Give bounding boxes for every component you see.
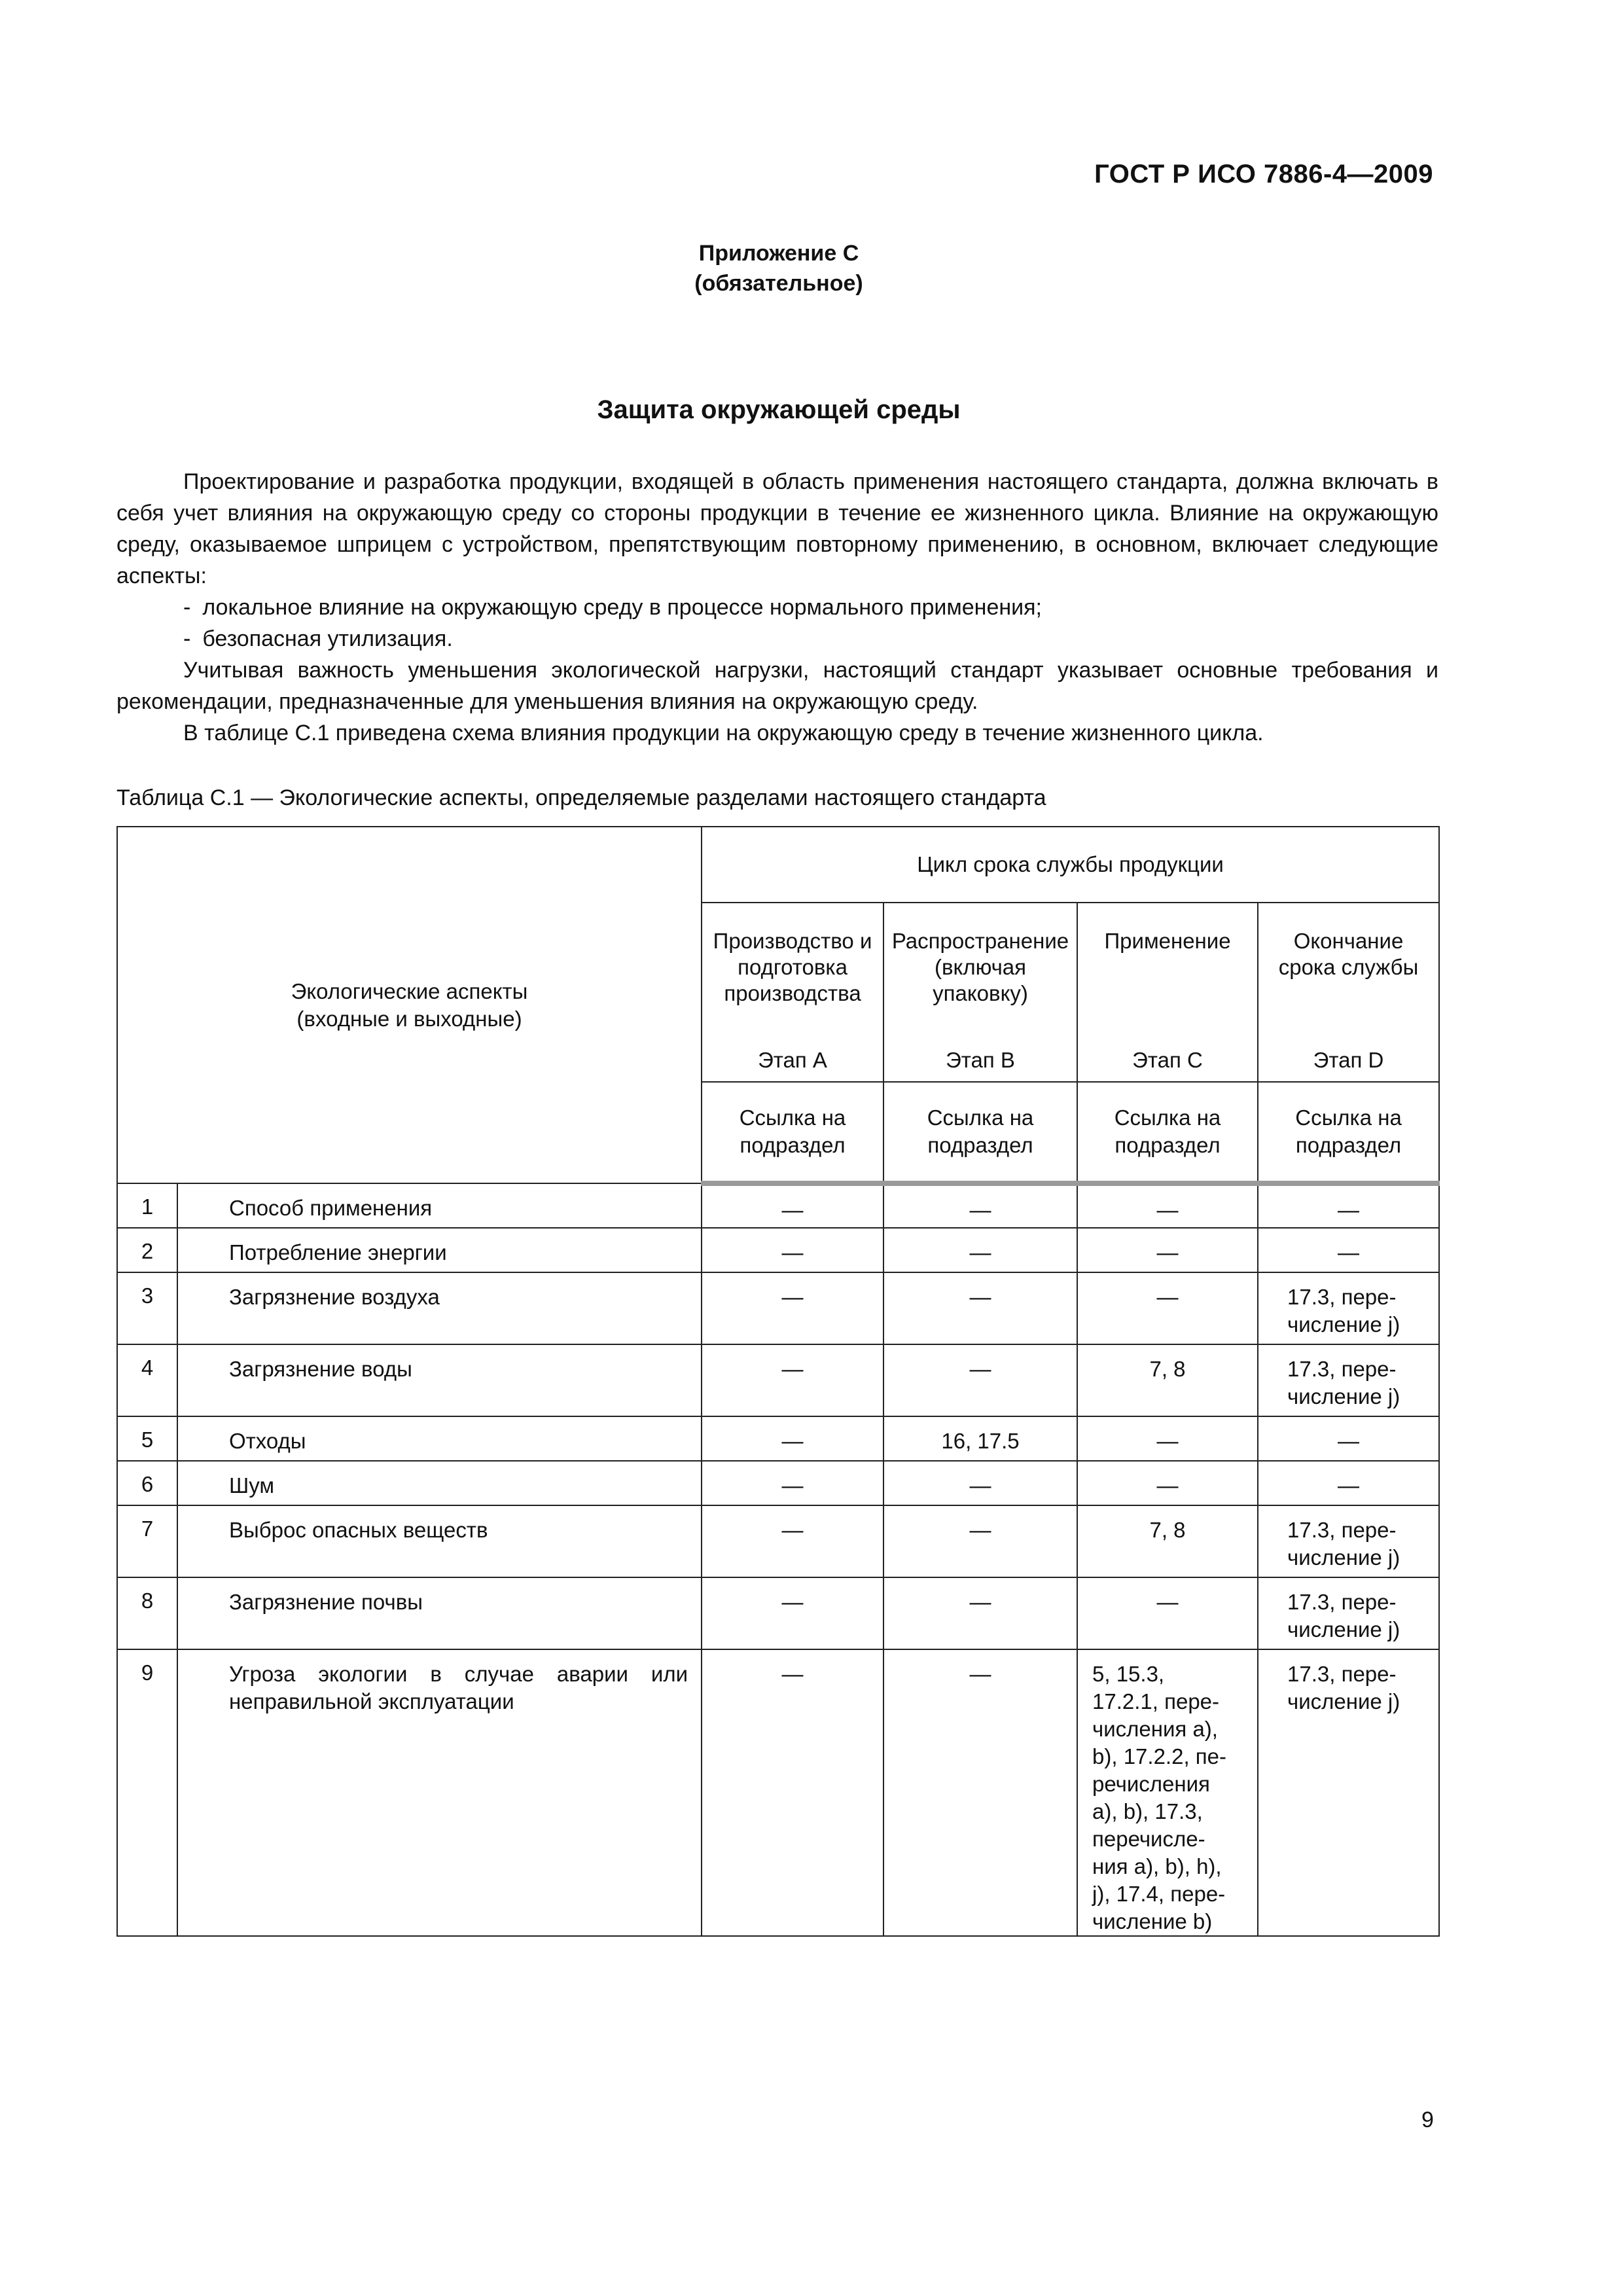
stage-c-cell: 7, 8: [1077, 1344, 1258, 1416]
aspect-cell: Загрязнение воды: [177, 1344, 702, 1416]
header-aspects-line: Экологические аспекты: [291, 978, 528, 1003]
reference-header-line: подраздел: [1115, 1133, 1221, 1157]
stage-c-cell: —: [1077, 1416, 1258, 1461]
stage-name: [702, 928, 883, 1007]
stage-header: [1258, 903, 1439, 1082]
stage-b-cell: —: [883, 1228, 1077, 1272]
stage-c-cell: —: [1077, 1577, 1258, 1649]
environmental-aspects-table: [116, 826, 1440, 1937]
stage-letter: Этап С: [1132, 1048, 1203, 1072]
body-text: [116, 466, 1438, 749]
table-row: [117, 1272, 1439, 1344]
row-number-cell: 9: [117, 1649, 177, 1936]
reference-header: [702, 1082, 883, 1183]
table-row: [117, 1344, 1439, 1416]
stage-c-cell: —: [1077, 1461, 1258, 1505]
aspect-cell: Угроза экологии в случае аварии или неправильной эксплуатации: [177, 1649, 702, 1936]
table-row: [117, 1228, 1439, 1272]
stage-a-cell: —: [702, 1272, 883, 1344]
row-number-cell: 6: [117, 1461, 177, 1505]
stage-d-cell: 17.3, пере- числение j): [1258, 1505, 1439, 1577]
stage-name-line: срока службы: [1278, 955, 1419, 979]
stage-name-line: Производство и: [713, 929, 872, 953]
stage-d-cell: —: [1258, 1461, 1439, 1505]
stage-d-cell: 17.3, пере- числение j): [1258, 1649, 1439, 1936]
reference-header: [1077, 1082, 1258, 1183]
paragraph: Проектирование и разработка продукции, входящей в область применения настоящего стандарта, должна включать в себя учет влияния на окружающую среду со стороны продукции в течение ее жизненного цикла. Влияние на окружающую среду, оказываемое шприцем с устройством, препятствующим повторному применению, в основном, включает следующие аспекты:: [116, 469, 1438, 588]
stage-header: [702, 903, 883, 1082]
aspect-cell: Выброс опасных веществ: [177, 1505, 702, 1577]
stage-d-cell: —: [1258, 1228, 1439, 1272]
stage-a-cell: —: [702, 1228, 883, 1272]
stage-b-cell: —: [883, 1505, 1077, 1577]
table-row: [117, 1649, 1439, 1936]
stage-c-cell: 7, 8: [1077, 1505, 1258, 1577]
stage-name-line: производства: [724, 981, 861, 1005]
header-row: [117, 827, 1439, 903]
stage-b-cell: —: [883, 1344, 1077, 1416]
reference-header-line: подраздел: [740, 1133, 846, 1157]
section-title: Защита окружающей среды: [597, 395, 961, 424]
stage-b-cell: —: [883, 1272, 1077, 1344]
stage-b-cell: —: [883, 1183, 1077, 1228]
reference-header-line: Ссылка на: [1114, 1105, 1221, 1130]
stage-c-cell: —: [1077, 1272, 1258, 1344]
stage-name-line: (включая: [935, 955, 1027, 979]
table-row: [117, 1505, 1439, 1577]
stage-b-cell: —: [883, 1577, 1077, 1649]
aspect-cell: Способ применения: [177, 1183, 702, 1228]
stage-name-line: Окончание: [1293, 929, 1404, 953]
document-code: ГОСТ Р ИСО 7886-4—2009: [1094, 160, 1433, 188]
page-number: 9: [1421, 2108, 1434, 2132]
bullet-mark: -: [183, 595, 191, 620]
row-number-cell: 5: [117, 1416, 177, 1461]
stage-d-cell: 17.3, пере- числение j): [1258, 1272, 1439, 1344]
stage-header: [1077, 903, 1258, 1082]
table-row: [117, 1461, 1439, 1505]
stage-name-line: упаковку): [933, 981, 1028, 1005]
annex-status: (обязательное): [694, 271, 863, 296]
row-number-cell: 4: [117, 1344, 177, 1416]
stage-a-cell: —: [702, 1461, 883, 1505]
paragraph: Учитывая важность уменьшения экологической нагрузки, настоящий стандарт указывает основные требования и рекомендации, предназначенные для уменьшения влияния на окружающую среду.: [116, 658, 1438, 714]
stage-a-cell: —: [702, 1344, 883, 1416]
reference-header-line: Ссылка на: [927, 1105, 1034, 1130]
stage-b-cell: —: [883, 1461, 1077, 1505]
stage-c-cell: —: [1077, 1183, 1258, 1228]
stage-name-line: Применение: [1104, 929, 1231, 953]
bullet-mark: -: [183, 626, 191, 651]
bullet-item: [116, 592, 1438, 623]
stage-b-cell: 16, 17.5: [883, 1416, 1077, 1461]
bullet-item: [116, 623, 1438, 655]
stage-b-cell: —: [883, 1649, 1077, 1936]
stage-a-cell: —: [702, 1649, 883, 1936]
stage-c-cell: 5, 15.3, 17.2.1, пере- числения а), b), 17.2.2, пе- речисления a), b), 17.3, перечисле- ния а), b), h), j), 17.4, пере- числение b): [1077, 1649, 1258, 1936]
aspect-cell: Шум: [177, 1461, 702, 1505]
row-number-cell: 3: [117, 1272, 177, 1344]
aspect-cell: Загрязнение почвы: [177, 1577, 702, 1649]
reference-header-line: Ссылка на: [1295, 1105, 1402, 1130]
aspect-cell: Потребление энергии: [177, 1228, 702, 1272]
table-row: [117, 1577, 1439, 1649]
reference-header-line: подраздел: [927, 1133, 1033, 1157]
annex-title: Приложение С: [698, 241, 859, 266]
reference-header-line: подраздел: [1295, 1133, 1402, 1157]
stage-letter: Этап D: [1313, 1048, 1384, 1072]
header-lifecycle: Цикл срока службы продукции: [702, 827, 1439, 903]
stage-letter: Этап В: [946, 1048, 1015, 1072]
row-number-cell: 8: [117, 1577, 177, 1649]
row-number-cell: 2: [117, 1228, 177, 1272]
stage-a-cell: —: [702, 1505, 883, 1577]
stage-d-cell: —: [1258, 1183, 1439, 1228]
row-number-cell: 1: [117, 1183, 177, 1228]
annex-heading: [0, 238, 1558, 298]
header-aspects: [117, 827, 702, 1183]
stage-name: [1258, 928, 1438, 980]
stage-d-cell: —: [1258, 1416, 1439, 1461]
stage-name: [1078, 928, 1257, 954]
stage-header: [883, 903, 1077, 1082]
row-number-cell: 7: [117, 1505, 177, 1577]
stage-name-line: Распространение: [891, 929, 1069, 953]
table-row: [117, 1416, 1439, 1461]
aspect-cell: Загрязнение воздуха: [177, 1272, 702, 1344]
stage-a-cell: —: [702, 1577, 883, 1649]
stage-d-cell: 17.3, пере- числение j): [1258, 1344, 1439, 1416]
bullet-text: локальное влияние на окружающую среду в процессе нормального применения;: [202, 595, 1042, 620]
stage-d-cell: 17.3, пере- числение j): [1258, 1577, 1439, 1649]
aspect-cell: Отходы: [177, 1416, 702, 1461]
stage-name: [884, 928, 1077, 1007]
stage-c-cell: —: [1077, 1228, 1258, 1272]
table-row: [117, 1183, 1439, 1228]
table-caption: Таблица С.1 — Экологические аспекты, определяемые разделами настоящего стандарта: [116, 785, 1046, 810]
reference-header-line: Ссылка на: [739, 1105, 846, 1130]
stage-letter: Этап А: [758, 1048, 827, 1072]
bullet-text: безопасная утилизация.: [202, 626, 453, 651]
stage-a-cell: —: [702, 1183, 883, 1228]
stage-a-cell: —: [702, 1416, 883, 1461]
paragraph: В таблице С.1 приведена схема влияния продукции на окружающую среду в течение жизненного цикла.: [183, 721, 1264, 745]
stage-name-line: подготовка: [738, 955, 847, 979]
header-aspects-line: (входные и выходные): [296, 1006, 522, 1031]
reference-header: [883, 1082, 1077, 1183]
reference-header: [1258, 1082, 1439, 1183]
